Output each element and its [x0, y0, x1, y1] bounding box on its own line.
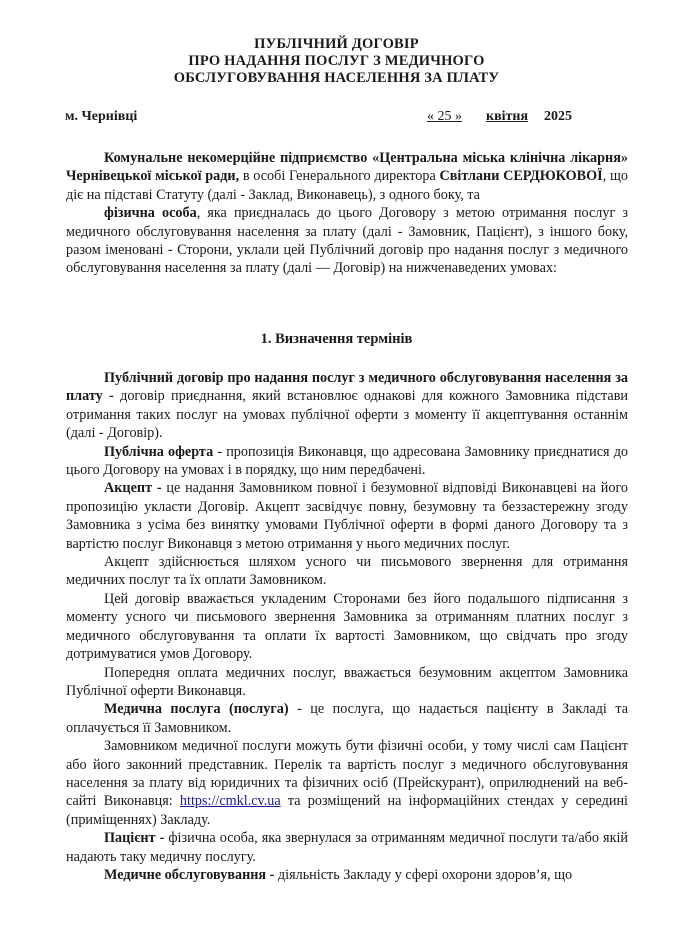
term-medical-service: Медична послуга (послуга) - це послуга, що надається пацієнту в Закладі та оплачується її Замовником.: [66, 701, 628, 736]
org-name: Комунальне некомерційне підприємство «Центральна міська клінічна лікарня» Чернівецької міської ради,: [66, 150, 628, 185]
title-line-2: ПРО НАДАННЯ ПОСЛУГ З МЕДИЧНОГО: [188, 53, 485, 69]
date-open-quote: «: [427, 109, 434, 124]
document-title: [0, 36, 673, 87]
customer-definition: Замовником медичної послуги можуть бути фізичні особи, у тому числі сам Пацієнт або його законний представник. Перелік та вартість послуг з медичного обслуговування населення за плату від юридичних та фізичних осіб (Прейскурант), оприлюднений на веб-сайті Виконавця: https://cmkl.cv.ua та розміщений на інформаційних стендах у середині (приміщеннях) Закладу.: [66, 738, 628, 828]
prepayment-acceptance: Попередня оплата медичних послуг, вважається безумовним акцептом Замовника Публічної оферти Виконавця.: [66, 664, 628, 699]
intro-block: [66, 149, 628, 278]
website-link[interactable]: https://cmkl.cv.ua: [179, 793, 281, 810]
date-year: 2025: [544, 109, 573, 124]
intro-paragraph-2: фізична особа, яка приєдналась до цього Договору з метою отримання послуг з медичного обслуговування населення за плату (далі - Замовник, Пацієнт), з іншого боку, разом іменовані - Сторони, уклали цей Публічний договір про надання послуг з медичного обслуговування населення за плату (далі — Договір) на нижченаведених умовах:: [66, 205, 628, 277]
acceptance-method: Акцепт здійснюється шляхом усного чи письмового звернення для отримання медичних послуг та їх оплати Замовником.: [66, 554, 628, 589]
term-medical-care: Медичне обслуговування - діяльність Закладу у сфері охорони здоров’я, що: [104, 866, 573, 883]
intro-paragraph-1: Комунальне некомерційне підприємство «Центральна міська клінічна лікарня» Чернівецької міської ради, в особі Генерального директора Світлани СЕРДЮКОВОЇ, що діє на підставі Статуту (далі - Заклад, Виконавець), з одного боку, та: [66, 150, 628, 203]
term-public-offer: Публічна оферта - пропозиція Виконавця, що адресована Замовнику приєднатися до цього Договору на умовах і в порядку, що ним передбачені.: [66, 443, 629, 479]
term-patient: Пацієнт - фізична особа, яка звернулася за отриманням медичної послуги та/або якій надають таку медичну послугу.: [66, 830, 629, 865]
term-public-contract: Публічний договір про надання послуг з медичного обслуговування населення за плату - договір приєднання, який встановлює однакові для кожного Замовника підстави отримання таких послуг на умовах публічної оферти з моменту її акцептування останнім (далі - Договір).: [66, 370, 628, 442]
director-name: Світлани СЕРДЮКОВОЇ: [439, 168, 603, 185]
title-line-1: ПУБЛІЧНИЙ ДОГОВІР: [254, 36, 419, 52]
date-close-quote: »: [455, 109, 462, 124]
date-month: квітня: [486, 109, 529, 124]
city-label: м. Чернівці: [65, 109, 138, 124]
contract-concluded: Цей договір вважається укладеним Сторонами без його подальшого підписання з моменту усного чи письмового звернення Замовника за отриманням платних послуг з медичного обслуговування та оплати їх вартості Замовником, що свідчать про згоду дотримуватися умов Договору.: [66, 590, 628, 663]
contract-date: [427, 109, 572, 125]
term-acceptance: Акцепт - це надання Замовником повної і безумовної відповіді Виконавцеві на його пропозицію укласти Договір. Акцепт засвідчує повну, безумовну та беззастережну згоду Замовника з усіма без винятку умовами Публічної оферти в формі даного Договору та з вартістю послуг Виконавця з метою отримання у нього медичних послуг.: [66, 480, 629, 552]
section-1-heading: 1. Визначення термінів: [260, 331, 413, 347]
title-line-3: ОБСЛУГОВУВАННЯ НАСЕЛЕННЯ ЗА ПЛАТУ: [173, 70, 500, 86]
terms-block: [66, 369, 628, 884]
date-day: 25: [437, 109, 452, 124]
